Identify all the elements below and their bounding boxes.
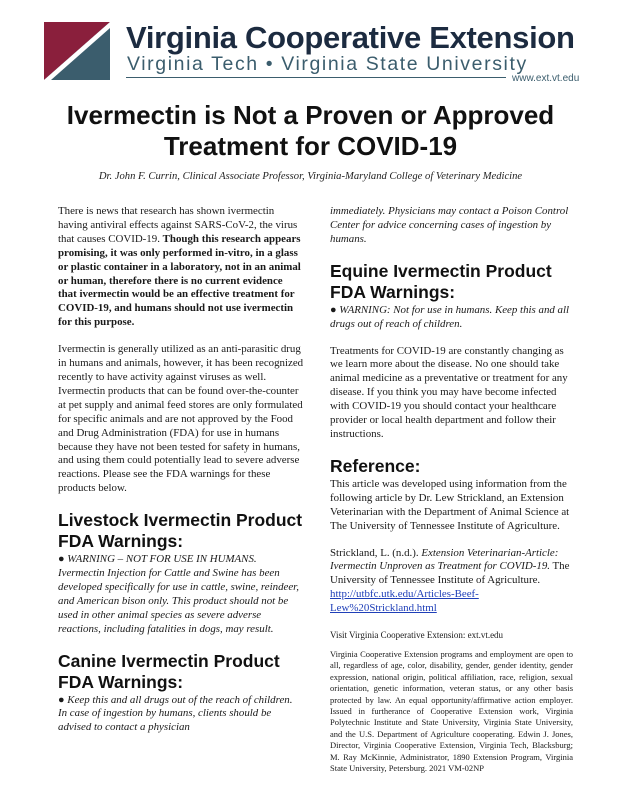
left-column — [58, 205, 304, 735]
citation-title: Extension Veterinarian-Article: Ivermectin Unproven as Treatment for COVID-19. — [330, 546, 559, 573]
header — [34, 14, 594, 88]
org-url: www.ext.vt.edu — [512, 73, 580, 84]
equine-heading: Equine Ivermectin Product FDA Warnings: — [330, 260, 552, 302]
reference-heading: Reference: — [330, 455, 421, 476]
livestock-warning: ● WARNING – NOT FOR USE IN HUMANS. Ivermectin Injection for Cattle and Swine has been developed specifically for use in cattle, swine, reindeer, and American bison only. This product should not be used in other animal species as severe adverse reactions, including fatalities in dogs, may result. — [58, 553, 299, 635]
equine-warning: ● WARNING: Not for use in humans. Keep this and all drugs out of reach of children. — [330, 303, 570, 330]
visit-line: Visit Virginia Cooperative Extension: ext.vt.edu — [330, 630, 504, 641]
canine-warning-continued: immediately. Physicians may contact a Poison Control Center for advice concerning cases of ingestion by humans. — [330, 205, 569, 245]
treatment-paragraph: Treatments for COVID-19 are constantly changing as we learn more about the disease. No one should take animal medicine as a preventative or treatment for any disease. If you think you may have become infected with COVID-19 you should contact your healthcare provider or local health department and follow their instructions. — [330, 344, 568, 440]
vce-logo-mark-icon — [44, 22, 110, 80]
citation-link[interactable]: http://utbfc.utk.edu/Articles-Beef-Lew%20Strickland.html — [330, 588, 479, 615]
canine-warning: ● Keep this and all drugs out of the reach of children. In case of ingestion by humans, clients should be advised to contact a physician — [58, 693, 293, 734]
document-title: Ivermectin is Not a Proven or Approved Treatment for COVID-19 — [66, 100, 555, 161]
org-title: Virginia Cooperative Extension — [126, 20, 575, 55]
citation — [330, 547, 573, 617]
reference-text: This article was developed using information from the following article by Dr. Lew Strickland, an Extension Veterinarian with the Department of Animal Science at The University of Tennessee Institute of Agriculture. — [330, 477, 570, 532]
citation-author: Strickland, L. (n.d.). — [330, 546, 422, 559]
intro-lead: There is news that research has shown ivermectin having antiviral effects against SARS-CoV-2, the virus that causes COVID-19. — [58, 205, 298, 245]
header-divider — [126, 77, 506, 78]
livestock-heading: Livestock Ivermectin Product FDA Warnings: — [58, 510, 303, 552]
org-subtitle: Virginia Tech • Virginia State University — [127, 53, 528, 75]
canine-heading: Canine Ivermectin Product FDA Warnings: — [58, 650, 280, 692]
intro-bold: Though this research appears promising, it was only performed in-vitro, in a glass or plastic container in a laboratory, not in an animal or human, therefore there is no current evidence that ivermectin would be an effective treatment for COVID-19, and humans should not use ivermectin for this purpose. — [58, 232, 301, 329]
intro-paragraph — [58, 205, 304, 330]
usage-paragraph: Ivermectin is generally utilized as an anti-parasitic drug in humans and animals, however, it has been recognized recently to have activity against viruses as well. Ivermectin products that can be found over-the-counter at pet supply and animal feed stores are only formulated for specific animals and are not approved by the Food and Drug Administration (FDA) for use in humans because they have not been tested for safety in humans, and using them could potentially lead to severe adverse reactions. Please see the FDA warnings for these products below. — [58, 343, 304, 495]
citation-publisher: The University of Tennessee Institute of Agriculture. — [330, 560, 570, 587]
author-line: Dr. John F. Currin, Clinical Associate Professor, Virginia-Maryland College of Veterinary Medicine — [98, 171, 523, 182]
footer-statement: Virginia Cooperative Extension programs and employment are open to all, regardless of age, color, disability, gender, gender identity, gender expression, national origin, political affiliation, race, religion, sexual orientation, genetic information, veteran status, or any other basis protected by law. An equal opportunity/affirmative action employer. Issued in furtherance of Cooperative Extension work, Virginia Polytechnic Institute and State University, Virginia State University, and the U.S. Department of Agriculture cooperating. Edwin J. Jones, Director, Virginia Cooperative Extension, Virginia Tech, Blacksburg; M. Ray McKinnie, Administrator, 1890 Extension Program, Virginia State University, Petersburg. 2021 VM-02NP — [330, 649, 573, 774]
right-column — [330, 205, 573, 775]
